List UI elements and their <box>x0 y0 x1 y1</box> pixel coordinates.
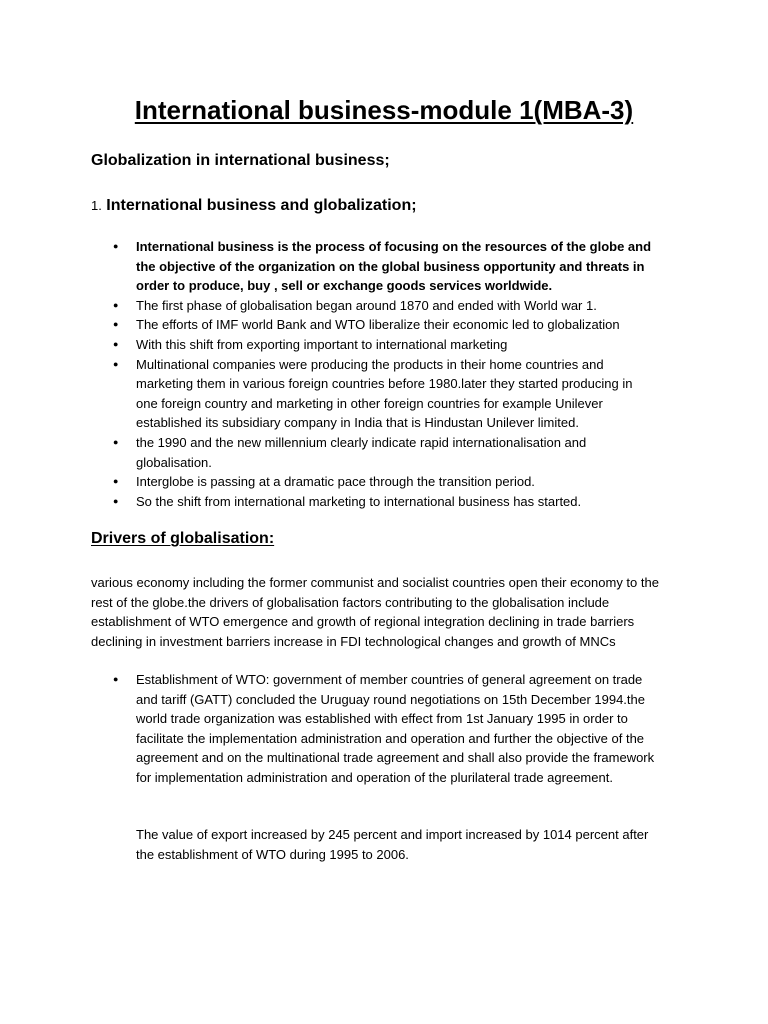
list-item: ● So the shift from international marketing to international business has started. <box>0 492 656 512</box>
list-item: ● International business is the process of focusing on the resources of the globe and the objective of the organization on the global business opportunity and threats in order to produce, buy , sell or exchange goods services worldwide. <box>0 237 656 296</box>
subsection-heading <box>91 197 417 215</box>
section-heading-globalization: Globalization in international business; <box>91 152 390 169</box>
list-item: ● Multinational companies were producing the products in their home countries and marketing them in various foreign countries before 1980.later they started producing in one foreign country and marketing in other foreign countries for example Unilever established its subsidiary company in India that is Hindustan Unilever limited. <box>0 355 656 433</box>
list-item: ● Interglobe is passing at a dramatic pace through the transition period. <box>0 472 656 492</box>
document-title: International business-module 1(MBA-3) <box>134 95 634 125</box>
list-item: ● Establishment of WTO: government of member countries of general agreement on trade and tariff (GATT) concluded the Uruguay round negotiations on 15th December 1994.the world trade organization was established with effect from 1st January 1995 in order to facilitate the implementation administration and operation and further the objective of the agreement and on the multinational trade agreement and shall also provide the framework for implementation administration and operation of the plurilateral trade agreement. <box>0 670 656 788</box>
bullet-list-drivers <box>0 670 656 788</box>
subsection-title: International business and globalization; <box>106 197 417 214</box>
list-item: ● the 1990 and the new millennium clearly indicate rapid internationalisation and globalisation. <box>0 433 656 472</box>
list-item: ● The first phase of globalisation began around 1870 and ended with World war 1. <box>0 296 656 316</box>
list-item: ● The efforts of IMF world Bank and WTO liberalize their economic led to globalization <box>0 315 656 335</box>
list-item: ● With this shift from exporting important to international marketing <box>0 335 656 355</box>
drivers-paragraph: various economy including the former communist and socialist countries open their economy to the rest of the globe.the drivers of globalisation factors contributing to the globalisation include establishment of WTO emergence and growth of regional integration declining in trade barriers declining in investment barriers increase in FDI technological changes and growth of MNCs <box>91 575 659 649</box>
subsection-number: 1. <box>91 198 102 213</box>
section-heading-drivers: Drivers of globalisation: <box>91 530 275 547</box>
wto-note-paragraph: The value of export increased by 245 percent and import increased by 1014 percent after the establishment of WTO during 1995 to 2006. <box>136 827 649 862</box>
bullet-list-globalization <box>0 237 656 511</box>
